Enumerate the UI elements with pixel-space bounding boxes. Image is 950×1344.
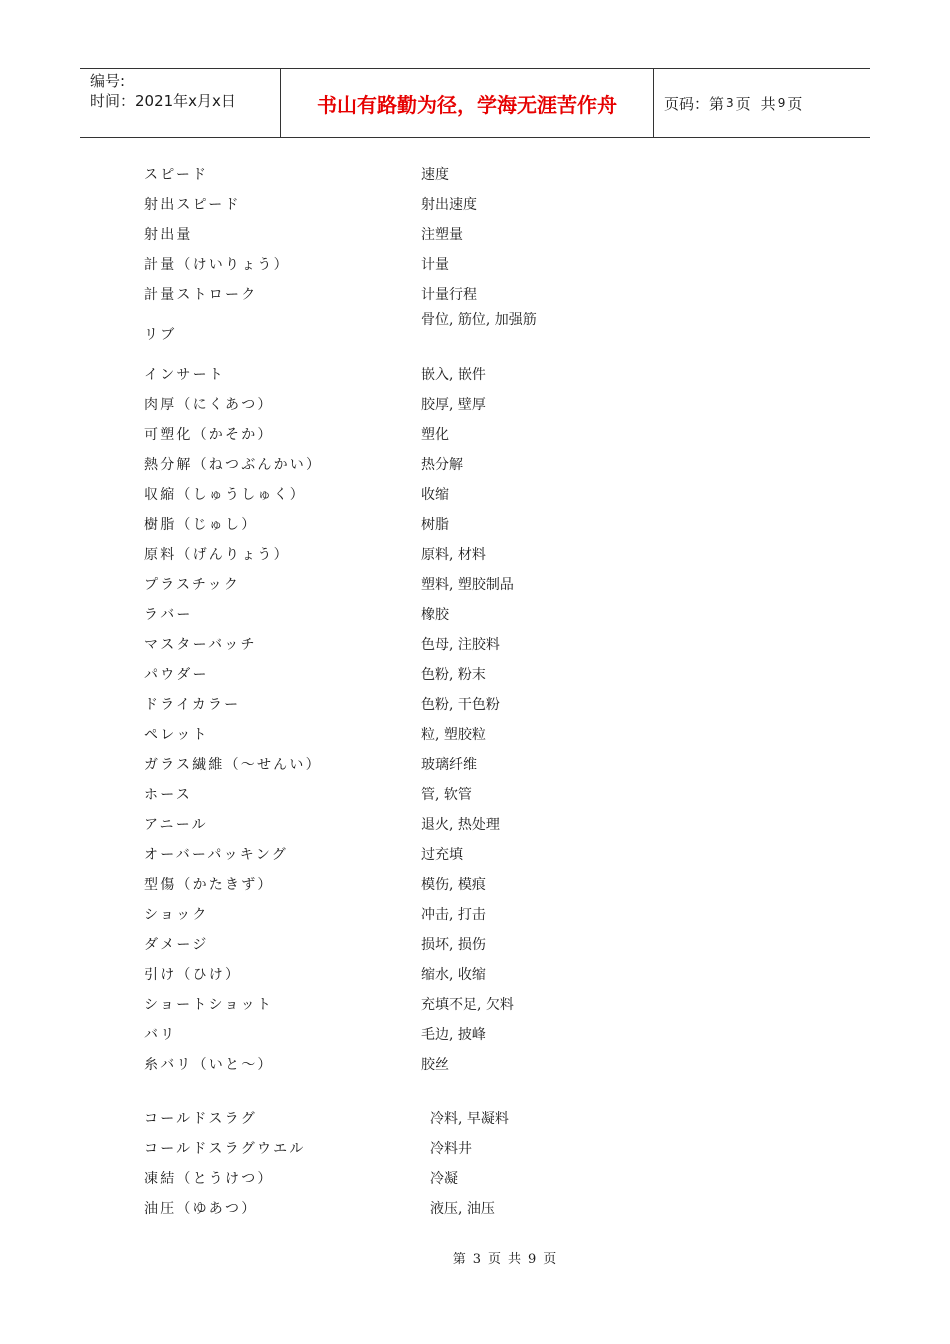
term-japanese: ホース <box>144 787 192 803</box>
term-chinese: 射出速度 <box>421 197 477 213</box>
term-chinese: 毛边, 披峰 <box>421 1027 486 1043</box>
glossary-row <box>0 220 950 246</box>
term-chinese: 骨位, 筋位, 加强筋 <box>421 312 537 328</box>
glossary-row <box>0 810 950 836</box>
glossary-row <box>0 630 950 656</box>
glossary-row <box>0 540 950 566</box>
glossary-row <box>0 390 950 416</box>
term-japanese: コールドスラグウエル <box>144 1141 306 1157</box>
term-chinese: 塑化 <box>421 427 449 443</box>
term-chinese: 过充填 <box>421 847 463 863</box>
glossary-row <box>0 1134 950 1160</box>
term-japanese: 油圧（ゆあつ） <box>144 1201 258 1217</box>
glossary-row <box>0 160 950 186</box>
glossary-row <box>0 510 950 536</box>
term-chinese: 缩水, 收缩 <box>421 967 486 983</box>
term-chinese: 色粉, 干色粉 <box>421 697 500 713</box>
term-japanese: コールドスラグ <box>144 1111 257 1127</box>
term-japanese: ラバー <box>144 607 193 623</box>
term-japanese: アニール <box>144 817 208 833</box>
glossary-row <box>0 660 950 686</box>
header-page-total: 9 <box>777 96 786 110</box>
term-japanese: バリ <box>144 1027 177 1043</box>
document-date-label: 时间：2021年x月x日 <box>90 92 236 110</box>
term-japanese: オーバーパッキング <box>144 847 288 863</box>
term-japanese: 凍結（とうけつ） <box>144 1171 274 1187</box>
term-japanese: 射出スピード <box>144 197 241 213</box>
glossary-row <box>0 870 950 896</box>
glossary-row <box>0 930 950 956</box>
term-chinese: 速度 <box>421 167 449 183</box>
header-motto: 书山有路勤为径，学海无涯苦作舟 <box>281 69 654 137</box>
footer-mid: 页 <box>487 1252 502 1267</box>
term-japanese: マスターバッチ <box>144 637 257 653</box>
term-japanese: 肉厚（にくあつ） <box>144 397 274 413</box>
term-chinese: 胶厚, 壁厚 <box>421 397 486 413</box>
term-chinese: 液压, 油压 <box>430 1201 495 1217</box>
header-info-cell <box>80 69 281 137</box>
term-chinese: 冷料, 早凝料 <box>430 1111 509 1127</box>
term-japanese: リブ <box>144 327 177 343</box>
glossary-row <box>0 1104 950 1130</box>
header-page-mid: 页 <box>735 94 751 113</box>
glossary-row <box>0 280 950 306</box>
glossary-row <box>0 190 950 216</box>
footer-page-total: 9 <box>528 1252 538 1267</box>
term-japanese: ショートショット <box>144 997 274 1013</box>
glossary-row <box>0 750 950 776</box>
footer-total-prefix: 共 <box>508 1252 523 1267</box>
term-chinese: 计量 <box>421 257 449 273</box>
term-japanese: 計量ストローク <box>144 287 258 303</box>
glossary-row <box>0 570 950 596</box>
term-chinese: 冷料井 <box>430 1141 472 1157</box>
term-chinese: 冷凝 <box>430 1171 458 1187</box>
header-page-total-prefix: 共 <box>760 94 776 113</box>
term-chinese: 注塑量 <box>421 227 463 243</box>
term-japanese: 型傷（かたきず） <box>144 877 274 893</box>
header-page-prefix: 页码：第 <box>664 94 725 113</box>
glossary-row <box>0 780 950 806</box>
term-japanese: プラスチック <box>144 577 241 593</box>
glossary-row <box>0 420 950 446</box>
glossary-row <box>0 250 950 276</box>
term-japanese: パウダー <box>144 667 209 683</box>
glossary-row <box>0 1164 950 1190</box>
term-japanese: 熱分解（ねつぶんかい） <box>144 457 323 473</box>
glossary-row <box>0 1050 950 1076</box>
glossary-row <box>0 840 950 866</box>
term-japanese: 射出量 <box>144 227 193 243</box>
term-chinese: 玻璃纤维 <box>421 757 477 773</box>
term-japanese: 糸バリ（いと～） <box>144 1057 274 1073</box>
term-japanese: ドライカラー <box>144 697 241 713</box>
term-japanese: 収縮（しゅうしゅく） <box>144 487 306 503</box>
page-header <box>80 68 870 138</box>
glossary-row <box>0 360 950 386</box>
header-page-suffix: 页 <box>787 94 803 113</box>
term-chinese: 塑料, 塑胶制品 <box>421 577 514 593</box>
term-chinese: 收缩 <box>421 487 449 503</box>
term-chinese: 管, 软管 <box>421 787 472 803</box>
term-japanese: 計量（けいりょう） <box>144 257 290 273</box>
term-chinese: 模伤, 模痕 <box>421 877 486 893</box>
glossary-row <box>0 308 950 358</box>
term-chinese: 冲击, 打击 <box>421 907 486 923</box>
term-chinese: 原料, 材料 <box>421 547 486 563</box>
term-japanese: 樹脂（じゅし） <box>144 517 258 533</box>
glossary-row <box>0 990 950 1016</box>
glossary-row <box>0 690 950 716</box>
glossary-row <box>0 1020 950 1046</box>
glossary-row <box>0 1194 950 1220</box>
term-chinese: 充填不足, 欠料 <box>421 997 514 1013</box>
term-chinese: 嵌入, 嵌件 <box>421 367 486 383</box>
term-chinese: 胶丝 <box>421 1057 449 1073</box>
page-footer <box>0 1248 950 1267</box>
term-chinese: 树脂 <box>421 517 449 533</box>
term-chinese: 色母, 注胶料 <box>421 637 500 653</box>
term-japanese: 可塑化（かそか） <box>144 427 274 443</box>
footer-prefix: 第 <box>452 1252 467 1267</box>
glossary-row <box>0 900 950 926</box>
term-japanese: インサート <box>144 367 225 383</box>
header-page-indicator <box>654 69 870 137</box>
glossary-row <box>0 720 950 746</box>
term-japanese: ショック <box>144 907 209 923</box>
term-chinese: 粒, 塑胶粒 <box>421 727 486 743</box>
glossary-row <box>0 450 950 476</box>
term-japanese: ガラス繊維（～せんい） <box>144 757 322 773</box>
footer-page-current: 3 <box>472 1252 482 1267</box>
term-japanese: 原料（げんりょう） <box>144 547 290 563</box>
term-chinese: 计量行程 <box>421 287 477 303</box>
term-chinese: 损坏, 损伤 <box>421 937 486 953</box>
glossary-row <box>0 960 950 986</box>
term-japanese: 引け（ひけ） <box>144 967 242 983</box>
header-page-current: 3 <box>726 96 734 110</box>
glossary-row <box>0 600 950 626</box>
term-chinese: 色粉, 粉末 <box>421 667 486 683</box>
term-chinese: 橡胶 <box>421 607 449 623</box>
footer-suffix: 页 <box>543 1252 558 1267</box>
term-japanese: ペレット <box>144 727 209 743</box>
term-chinese: 退火, 热处理 <box>421 817 500 833</box>
term-chinese: 热分解 <box>421 457 463 473</box>
term-japanese: ダメージ <box>144 937 209 953</box>
glossary-row <box>0 480 950 506</box>
term-japanese: スピード <box>144 167 209 183</box>
document-number-label: 编号: <box>90 72 126 90</box>
